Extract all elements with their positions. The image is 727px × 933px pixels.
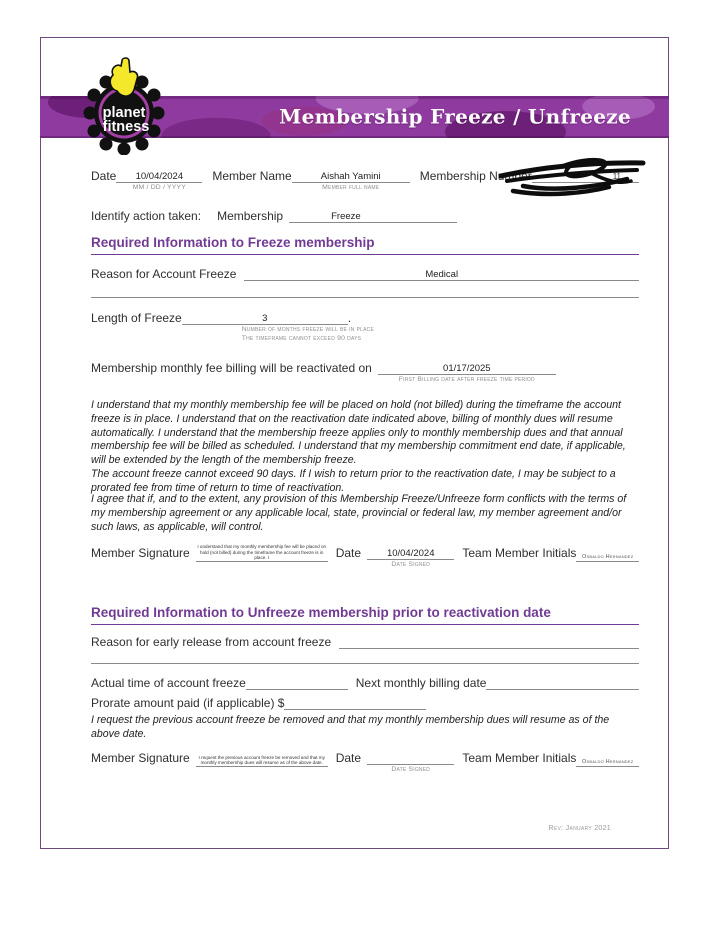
sign-date-field[interactable]: 10/04/2024 <box>367 546 454 560</box>
date-signed-caption-2: Date Signed <box>391 766 431 773</box>
action-label: Identify action taken: <box>91 209 202 223</box>
signature-text-2: I request the previous account freeze be removed and that my monthly membership dues will resume as of the above date. <box>198 754 325 766</box>
freeze-signature-row <box>91 546 639 569</box>
date-label: Date <box>91 169 117 183</box>
unfreeze-section-heading: Required Information to Unfreeze membership prior to reactivation date <box>91 605 639 625</box>
freeze-reason-continuation-line[interactable] <box>91 296 639 298</box>
top-fields-row <box>91 169 639 192</box>
action-field[interactable]: Freeze <box>289 209 457 223</box>
team-initials-label-2: Team Member Initials <box>462 751 577 765</box>
unfreeze-legal-paragraph: I request the previous account freeze be removed and that my monthly membership dues will resume as of the above date. <box>91 714 610 740</box>
action-row <box>91 209 639 223</box>
freeze-reason-row <box>91 267 639 281</box>
membership-number-label: Membership Number <box>419 169 532 183</box>
sign-date-field-2[interactable] <box>367 751 454 765</box>
revision-note: Rev: January 2021 <box>548 825 611 832</box>
freeze-section-heading: Required Information to Freeze membership <box>91 235 639 255</box>
form-title: Membership Freeze / Unfreeze <box>279 104 631 129</box>
form-content <box>91 38 639 848</box>
team-initials-field[interactable]: Osbaldo Hernandez <box>576 546 639 562</box>
member-signature-label: Member Signature <box>91 546 190 560</box>
freeze-length-field[interactable]: 3 <box>182 311 348 325</box>
actual-time-field[interactable] <box>246 676 348 690</box>
svg-text:fitness: fitness <box>102 119 150 135</box>
date-signed-caption: Date Signed <box>391 561 431 568</box>
prorate-field[interactable] <box>284 696 426 710</box>
membership-number-field[interactable] <box>532 169 639 183</box>
action-field-label: Membership <box>217 209 284 223</box>
membership-number-partial: 11 <box>612 172 621 181</box>
actual-time-label: Actual time of account freeze <box>91 676 246 690</box>
member-name-caption: Member full name <box>322 184 380 191</box>
next-billing-field[interactable] <box>486 676 639 690</box>
date-field[interactable]: 10/04/2024 <box>116 169 202 183</box>
member-signature-field[interactable] <box>196 546 328 562</box>
member-signature-label-2: Member Signature <box>91 751 190 765</box>
team-initials-label: Team Member Initials <box>462 546 577 560</box>
freeze-length-caption-2: The timeframe cannot exceed 90 days <box>241 335 362 342</box>
sign-date-label: Date <box>335 546 362 560</box>
unfreeze-times-row <box>91 676 639 690</box>
reactivation-date-field[interactable]: 01/17/2025 <box>378 361 556 375</box>
prorate-label: Prorate amount paid (if applicable) $ <box>91 696 285 710</box>
freeze-reason-field[interactable]: Medical <box>244 267 639 281</box>
next-billing-label: Next monthly billing date <box>355 676 487 690</box>
form-page <box>40 37 669 849</box>
freeze-length-row <box>91 311 639 343</box>
date-format-caption: MM / DD / YYYY <box>132 184 186 191</box>
unfreeze-signature-row <box>91 751 639 774</box>
reactivation-row <box>91 361 639 384</box>
member-name-field[interactable]: Aishah Yamini <box>292 169 410 183</box>
freeze-legal-paragraph-2: I agree that if, and to the extent, any provision of this Membership Freeze/Unfreeze form conflicts with the terms of my membership agreement or any applicable local, state, provincial or federal law, my member agreement and/or such laws, as applicable, will control. <box>91 493 627 533</box>
early-release-continuation-line[interactable] <box>91 662 639 664</box>
member-signature-field-2[interactable] <box>196 751 328 767</box>
prorate-row <box>91 696 639 710</box>
freeze-length-caption-1: Number of months freeze will be in place <box>241 326 374 333</box>
freeze-reason-label: Reason for Account Freeze <box>91 267 237 281</box>
freeze-length-label: Length of Freeze <box>91 311 182 325</box>
early-release-row <box>91 635 639 649</box>
reactivation-caption: First Billing date after freeze time period <box>398 376 535 383</box>
freeze-legal-paragraph-1 <box>91 399 639 496</box>
freeze-legal-1-text: I understand that my monthly membership fee will be placed on hold (not billed) during the timeframe the account freeze is in place. I understand that on the reactivation date indicated above, billing of monthly dues will resume automatically. I understand that the membership freeze applies only to monthly membership dues and that annual membership fee will be billed as scheduled. I understand that my membership commitment end date, if applicable, will be extended by the length of the membership freeze. <box>91 399 626 467</box>
early-release-label: Reason for early release from account freeze <box>91 635 332 649</box>
member-name-label: Member Name <box>212 169 292 183</box>
freeze-legal-1b-text: The account freeze cannot exceed 90 days. If I wish to return prior to the reactivation date, I may be subject to a prorated fee from time of return to time of reactivation. <box>91 467 616 494</box>
freeze-length-period: . <box>347 311 352 325</box>
svg-text:planet: planet <box>102 105 146 121</box>
signature-text: I understand that my monthly membership fee will be placed on hold (not billed) during the timeframe the account freeze is in place. I <box>197 544 327 561</box>
reactivation-label: Membership monthly fee billing will be reactivated on <box>91 361 372 375</box>
team-initials-field-2[interactable]: Osbaldo Hernandez <box>576 751 639 767</box>
early-release-field[interactable] <box>339 635 639 649</box>
sign-date-label-2: Date <box>335 751 362 765</box>
redaction-scribble-icon <box>497 154 647 198</box>
